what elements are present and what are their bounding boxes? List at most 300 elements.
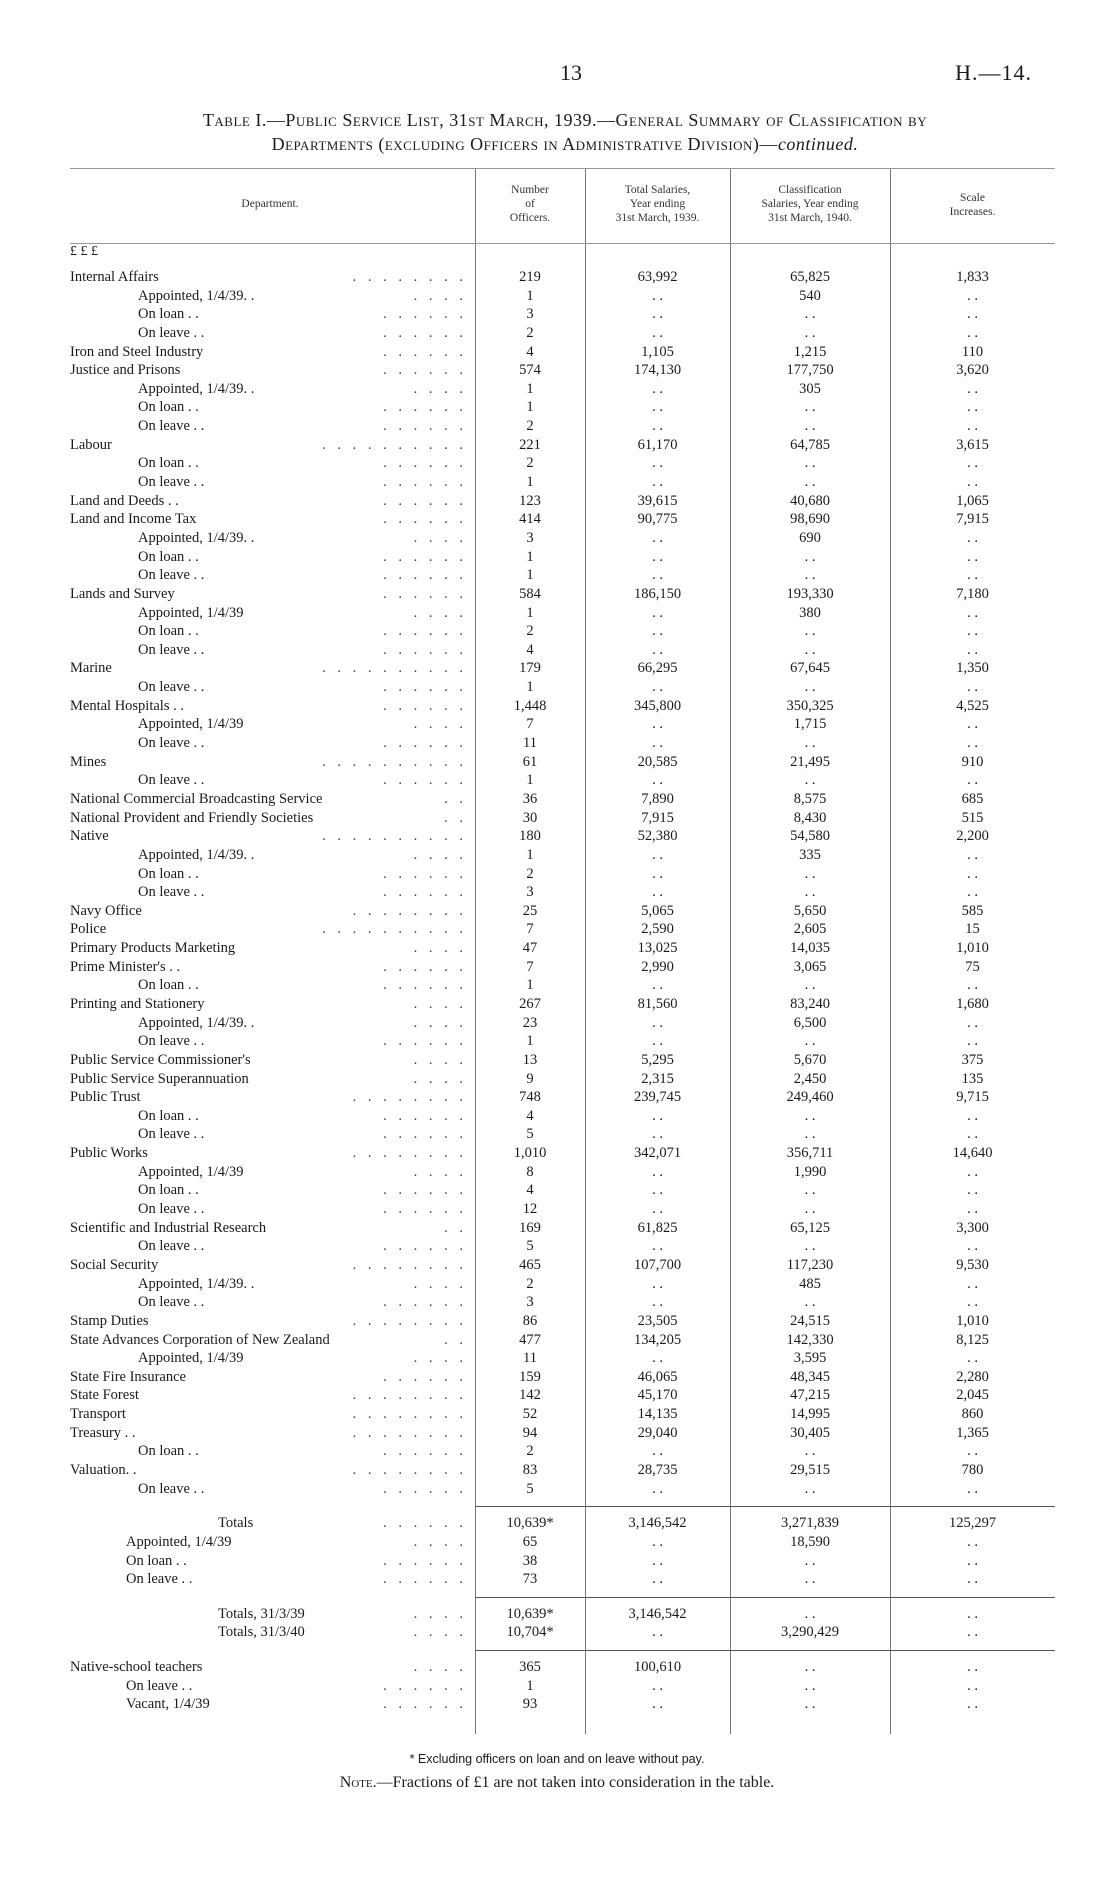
- table-row: [70, 436, 1055, 455]
- table-row: [70, 1695, 1055, 1714]
- salaries-cell: . .: [652, 1696, 663, 1713]
- classification-cell: 117,230: [786, 1256, 834, 1273]
- leader-dots: . . . .: [413, 1070, 467, 1087]
- officers-cell: 10,704*: [506, 1624, 554, 1641]
- scale-cell: . .: [967, 1275, 978, 1292]
- scale-cell: . .: [967, 772, 978, 789]
- salaries-cell: . .: [652, 865, 663, 882]
- scale-cell: 1,010: [956, 1312, 989, 1329]
- scale-cell: . .: [967, 455, 978, 472]
- salaries-cell: . .: [652, 641, 663, 658]
- row-label-text: Appointed, 1/4/39: [138, 716, 244, 733]
- row-label: [70, 398, 475, 417]
- officers-cell: 465: [519, 1256, 541, 1273]
- salaries-cell: 5,065: [641, 902, 674, 919]
- officers-cell: 36: [522, 790, 538, 807]
- row-label-text: Internal Affairs: [70, 269, 159, 285]
- row-label-text: On leave . .: [138, 1480, 205, 1497]
- scale-cell: . .: [967, 641, 978, 658]
- salaries-cell: . .: [652, 1480, 663, 1497]
- scale-cell: . .: [967, 474, 978, 491]
- table-row: [70, 548, 1055, 567]
- scale-cell: . .: [967, 548, 978, 565]
- salaries-cell: . .: [652, 474, 663, 491]
- row-label: [70, 1405, 475, 1424]
- scale-cell: 515: [961, 809, 984, 826]
- salaries-cell: . .: [652, 567, 663, 584]
- classification-cell: 1,990: [793, 1163, 827, 1180]
- scale-cell: 1,010: [956, 940, 989, 957]
- row-label: [70, 548, 475, 567]
- scale-cell: . .: [967, 623, 978, 640]
- leader-dots: . . . . . . . . . .: [322, 753, 467, 770]
- classification-cell: 18,590: [790, 1533, 830, 1550]
- table-row: [70, 1623, 1055, 1642]
- classification-cell: . .: [804, 1480, 816, 1497]
- row-label: [70, 454, 475, 473]
- table-row: [70, 1312, 1055, 1331]
- classification-cell: 30,405: [790, 1424, 830, 1441]
- officers-cell: 38: [522, 1552, 538, 1569]
- scale-cell: . .: [967, 1033, 978, 1050]
- leader-dots: . . . . . .: [383, 977, 467, 994]
- row-label: [70, 697, 475, 716]
- officers-cell: 1: [526, 1677, 534, 1694]
- table-row: [70, 1237, 1055, 1256]
- leader-dots: . . . . . .: [383, 641, 467, 658]
- row-label-text: On leave . .: [138, 679, 205, 696]
- classification-cell: 3,065: [793, 958, 827, 975]
- table-row: [70, 566, 1055, 585]
- row-label-text: Public Service Superannuation: [70, 1070, 249, 1087]
- table-row: [70, 604, 1055, 623]
- salaries-cell: . .: [652, 1571, 663, 1588]
- row-label-text: Appointed, 1/4/39. .: [138, 529, 255, 546]
- row-label: [70, 1088, 475, 1107]
- row-label: [70, 659, 475, 678]
- classification-cell: . .: [804, 1659, 816, 1676]
- salaries-cell: 342,071: [633, 1145, 682, 1162]
- salaries-cell: . .: [652, 679, 663, 696]
- page-number: 13: [560, 60, 582, 85]
- officers-cell: 83: [522, 1462, 538, 1478]
- row-label: [70, 734, 475, 753]
- row-label-text: Police: [70, 921, 107, 938]
- row-label: [70, 622, 475, 641]
- leader-dots: . . . . . .: [383, 567, 467, 584]
- table-row: [70, 995, 1055, 1014]
- scale-cell: 1,680: [956, 995, 989, 1012]
- row-label: [70, 287, 475, 306]
- row-label-text: Stamp Duties: [70, 1312, 149, 1329]
- salaries-cell: 186,150: [633, 585, 682, 602]
- row-label: [70, 380, 475, 399]
- classification-cell: 485: [799, 1275, 821, 1292]
- table-row: [70, 585, 1055, 604]
- scale-cell: 15: [965, 921, 980, 938]
- note-text: —Fractions of £1 are not taken into consideration in the table.: [376, 1774, 775, 1791]
- row-label: [70, 1570, 475, 1589]
- currency-symbol: £: [80, 244, 88, 259]
- table-row: [70, 1181, 1055, 1200]
- table-row: [70, 361, 1055, 380]
- classification-cell: 350,325: [786, 697, 834, 714]
- salaries-cell: . .: [652, 548, 663, 565]
- salaries-cell: . .: [652, 1552, 663, 1569]
- leader-dots: . . . . . .: [383, 399, 467, 416]
- officers-cell: 2: [526, 324, 534, 341]
- leader-dots: . . . .: [413, 604, 467, 621]
- classification-cell: . .: [804, 977, 816, 994]
- table-row: [70, 1605, 1055, 1624]
- salaries-cell: . .: [652, 846, 663, 863]
- salaries-cell: . .: [652, 1126, 663, 1143]
- officers-cell: 1: [526, 380, 534, 397]
- header-officers-line: Number: [511, 184, 549, 196]
- leader-dots: . . . .: [413, 529, 467, 546]
- officers-cell: 267: [519, 995, 541, 1012]
- row-label: [70, 958, 475, 977]
- table-row: [70, 1386, 1055, 1405]
- salaries-cell: 3,146,542: [628, 1605, 687, 1622]
- scale-cell: . .: [967, 1605, 978, 1622]
- officers-cell: 3: [526, 884, 534, 901]
- row-label-text: On leave . .: [138, 884, 205, 901]
- salaries-cell: . .: [652, 1107, 663, 1124]
- classification-cell: . .: [804, 1033, 816, 1050]
- table-row: [70, 1677, 1055, 1696]
- officers-cell: 1: [526, 287, 534, 304]
- row-label: [70, 790, 475, 809]
- salaries-cell: . .: [652, 623, 663, 640]
- row-label-text: On loan . .: [138, 1182, 199, 1199]
- scale-cell: . .: [967, 716, 978, 733]
- table-row: [70, 1088, 1055, 1107]
- salaries-cell: . .: [652, 399, 663, 416]
- salaries-cell: 52,380: [637, 828, 678, 845]
- scale-cell: . .: [967, 529, 978, 546]
- table-row: [70, 809, 1055, 828]
- scale-cell: 585: [961, 902, 984, 919]
- table-row: [70, 1552, 1055, 1571]
- scale-cell: . .: [967, 846, 978, 863]
- salaries-cell: . .: [652, 1238, 663, 1255]
- classification-cell: . .: [804, 306, 816, 323]
- salaries-cell: 45,170: [637, 1387, 678, 1404]
- header-scale-line: Increases.: [949, 206, 996, 218]
- officers-cell: 1: [526, 399, 534, 416]
- scale-cell: . .: [967, 977, 978, 994]
- scale-cell: 2,200: [956, 828, 989, 845]
- row-label: [70, 641, 475, 660]
- scale-cell: 7,915: [956, 511, 989, 528]
- scale-cell: 375: [961, 1051, 984, 1068]
- row-label-text: Lands and Survey: [70, 585, 175, 602]
- classification-cell: 1,215: [793, 343, 827, 360]
- salaries-cell: 61,170: [637, 436, 678, 453]
- salaries-cell: 39,615: [637, 492, 678, 509]
- row-label: [70, 1658, 475, 1677]
- currency-symbol: £: [91, 244, 98, 259]
- leader-dots: . . . . . . . . . .: [322, 660, 467, 677]
- officers-cell: 169: [519, 1219, 541, 1236]
- table-row: [70, 1514, 1055, 1533]
- salaries-cell: 23,505: [637, 1312, 678, 1329]
- table-row: [70, 622, 1055, 641]
- officers-cell: 180: [519, 828, 541, 845]
- classification-cell: 67,645: [790, 660, 830, 677]
- classification-cell: 1,715: [793, 716, 827, 733]
- salaries-cell: . .: [652, 418, 663, 435]
- table-row: [70, 1032, 1055, 1051]
- leader-dots: . . . .: [413, 1624, 467, 1641]
- officers-cell: 7: [526, 958, 534, 975]
- table-row: [70, 1125, 1055, 1144]
- native-separator: [70, 1642, 1055, 1658]
- salaries-cell: . .: [652, 604, 663, 621]
- officers-cell: 2: [526, 1275, 534, 1292]
- row-label: [70, 771, 475, 790]
- table-row: [70, 1405, 1055, 1424]
- classification-cell: 380: [799, 604, 821, 621]
- scale-cell: 7,180: [956, 585, 989, 602]
- classification-cell: 193,330: [786, 585, 834, 602]
- salaries-cell: 1,105: [641, 343, 674, 360]
- row-label-text: On leave . .: [138, 1201, 205, 1218]
- row-label-text: Printing and Stationery: [70, 995, 205, 1012]
- row-label-text: State Forest: [70, 1387, 139, 1404]
- scale-cell: . .: [967, 1238, 978, 1255]
- officers-cell: 12: [522, 1201, 538, 1218]
- row-label: [70, 361, 475, 380]
- scale-cell: . .: [967, 380, 978, 397]
- classification-cell: . .: [804, 418, 816, 435]
- row-label-text: On leave . .: [138, 418, 205, 435]
- row-label: [70, 1386, 475, 1405]
- salaries-cell: 7,890: [641, 790, 674, 807]
- classification-cell: . .: [804, 548, 816, 565]
- scale-cell: 2,045: [956, 1387, 989, 1404]
- scale-cell: 1,365: [956, 1424, 989, 1441]
- table-row: [70, 380, 1055, 399]
- row-label: [70, 473, 475, 492]
- classification-cell: . .: [804, 772, 816, 789]
- leader-dots: . . . .: [413, 1051, 467, 1068]
- leader-dots: . . . . . .: [383, 343, 467, 360]
- scale-cell: . .: [967, 399, 978, 416]
- row-label-text: Scientific and Industrial Research: [70, 1219, 267, 1236]
- row-label-text: State Fire Insurance: [70, 1368, 186, 1385]
- table-row: [70, 1461, 1055, 1480]
- officers-cell: 1: [526, 977, 534, 994]
- table-row: [70, 1442, 1055, 1461]
- leader-dots: . . . . . . . . . .: [322, 828, 467, 845]
- salaries-cell: 13,025: [637, 940, 678, 957]
- salaries-cell: 20,585: [637, 753, 678, 770]
- table-row: [70, 771, 1055, 790]
- row-label-text: Mines: [70, 753, 107, 770]
- leader-dots: . . . . . .: [383, 1368, 467, 1385]
- scale-cell: . .: [967, 418, 978, 435]
- officers-cell: 30: [522, 809, 538, 826]
- table-row: [70, 305, 1055, 324]
- officers-cell: 73: [522, 1571, 538, 1588]
- totals-block: [70, 1514, 1055, 1589]
- row-label-text: Valuation. .: [70, 1462, 137, 1478]
- salaries-cell: 66,295: [637, 660, 678, 677]
- table-row: [70, 1533, 1055, 1552]
- officers-cell: 2: [526, 418, 534, 435]
- officers-cell: 1: [526, 567, 534, 584]
- scale-cell: . .: [967, 1014, 978, 1031]
- row-label-text: Mental Hospitals . .: [70, 697, 184, 714]
- row-label-text: National Provident and Friendly Societies: [70, 809, 314, 826]
- row-label: [70, 1552, 475, 1571]
- leader-dots: . . . . . .: [383, 492, 467, 509]
- leader-dots: . . . . . .: [383, 1552, 467, 1569]
- table-row: [70, 510, 1055, 529]
- scale-cell: . .: [967, 1677, 978, 1694]
- leader-dots: . . . .: [413, 380, 467, 397]
- table-header: [70, 168, 1055, 244]
- salaries-cell: 134,205: [633, 1331, 682, 1348]
- row-label: [70, 1514, 475, 1533]
- leader-dots: . . . . . .: [383, 548, 467, 565]
- scale-cell: 1,350: [956, 660, 989, 677]
- classification-cell: 98,690: [790, 511, 830, 528]
- leader-dots: . . . . . . . . . .: [322, 921, 467, 938]
- salaries-cell: . .: [652, 1677, 663, 1694]
- scale-cell: . .: [967, 1696, 978, 1713]
- salaries-cell: . .: [652, 716, 663, 733]
- salaries-cell: 345,800: [633, 697, 682, 714]
- classification-cell: . .: [804, 1552, 816, 1569]
- row-label: [70, 1695, 475, 1714]
- leader-dots: . . . . . .: [383, 884, 467, 901]
- officers-cell: 221: [519, 436, 541, 453]
- salaries-cell: . .: [652, 1014, 663, 1031]
- title-line-2: [70, 132, 1060, 156]
- row-label-text: On leave . .: [138, 1033, 205, 1050]
- officers-cell: 1: [526, 1033, 534, 1050]
- row-label: [70, 1424, 475, 1443]
- row-label-text: Public Trust: [70, 1089, 141, 1106]
- header-officers-line: Officers.: [509, 212, 551, 224]
- row-label: [70, 1275, 475, 1294]
- row-label-text: State Advances Corporation of New Zealand: [70, 1331, 330, 1348]
- salaries-cell: . .: [652, 1294, 663, 1311]
- classification-cell: 2,605: [793, 921, 827, 938]
- officers-cell: 219: [519, 269, 541, 285]
- salaries-cell: . .: [652, 977, 663, 994]
- classification-cell: . .: [804, 1238, 816, 1255]
- officers-cell: 2: [526, 1443, 534, 1460]
- leader-dots: . . . . . . . .: [352, 1089, 467, 1106]
- currency-row: [70, 244, 1055, 268]
- row-label: [70, 846, 475, 865]
- leader-dots: . . . . . . . .: [352, 1312, 467, 1329]
- row-label: [70, 1125, 475, 1144]
- scale-cell: 75: [965, 958, 980, 975]
- officers-cell: 179: [519, 660, 541, 677]
- leader-dots: . . . . . .: [383, 1294, 467, 1311]
- salaries-cell: 7,915: [641, 809, 674, 826]
- table-row: [70, 641, 1055, 660]
- salaries-cell: . .: [652, 1182, 663, 1199]
- title-continued: continued.: [777, 134, 859, 154]
- row-label: [70, 1623, 475, 1642]
- classification-cell: 65,825: [790, 269, 830, 285]
- scale-cell: . .: [967, 1552, 978, 1569]
- classification-cell: 177,750: [786, 362, 834, 379]
- row-label-text: Totals, 31/3/39: [218, 1605, 305, 1622]
- leader-dots: . . . . . .: [383, 1677, 467, 1694]
- table-row: [70, 976, 1055, 995]
- classification-cell: . .: [804, 865, 816, 882]
- officers-cell: 414: [519, 511, 541, 528]
- row-label: [70, 585, 475, 604]
- classification-cell: . .: [804, 567, 816, 584]
- salaries-cell: 90,775: [637, 511, 678, 528]
- leader-dots: . . . . . . . .: [352, 1145, 467, 1162]
- leader-dots: . . . . . . . . . .: [322, 436, 467, 453]
- row-label: [70, 1107, 475, 1126]
- table-row: [70, 1014, 1055, 1033]
- scale-cell: . .: [967, 1201, 978, 1218]
- scale-cell: . .: [967, 604, 978, 621]
- scale-cell: . .: [967, 1443, 978, 1460]
- leader-dots: . . . . . . . .: [352, 1462, 467, 1478]
- salaries-cell: 107,700: [633, 1256, 682, 1273]
- row-label-text: Appointed, 1/4/39: [138, 1163, 244, 1180]
- salaries-cell: . .: [652, 1163, 663, 1180]
- table-row: [70, 398, 1055, 417]
- table-row: [70, 827, 1055, 846]
- leader-dots: . . . . . .: [383, 1696, 467, 1713]
- table-row: [70, 1293, 1055, 1312]
- salaries-cell: 61,825: [637, 1219, 678, 1236]
- classification-cell: 29,515: [790, 1462, 830, 1478]
- row-label-text: Justice and Prisons: [70, 362, 181, 379]
- salaries-cell: 174,130: [633, 362, 682, 379]
- leader-dots: . . . . . . . .: [352, 1387, 467, 1404]
- row-label: [70, 1605, 475, 1624]
- scale-cell: 2,280: [956, 1368, 989, 1385]
- classification-cell: . .: [804, 455, 816, 472]
- classification-cell: . .: [804, 1107, 816, 1124]
- table-row: [70, 939, 1055, 958]
- leader-dots: . . . . . . . .: [352, 902, 467, 919]
- officers-cell: 2: [526, 455, 534, 472]
- scale-cell: 3,300: [956, 1219, 989, 1236]
- classification-cell: 8,575: [793, 790, 827, 807]
- salaries-cell: 5,295: [641, 1051, 674, 1068]
- classification-cell: . .: [804, 324, 816, 341]
- leader-dots: . . . . . . . .: [352, 1424, 467, 1441]
- leader-dots: . . . . . .: [383, 772, 467, 789]
- row-label: [70, 305, 475, 324]
- row-label: [70, 1014, 475, 1033]
- leader-dots: . . . . . . . .: [352, 1406, 467, 1423]
- officers-cell: 94: [522, 1424, 538, 1441]
- row-label-text: On leave . .: [138, 641, 205, 658]
- leader-dots: . . . .: [413, 846, 467, 863]
- classification-cell: . .: [804, 735, 816, 752]
- row-label-text: On loan . .: [138, 977, 199, 994]
- row-label: [70, 865, 475, 884]
- leader-dots: . . . . . .: [383, 1515, 467, 1532]
- row-label-text: On loan . .: [138, 548, 199, 565]
